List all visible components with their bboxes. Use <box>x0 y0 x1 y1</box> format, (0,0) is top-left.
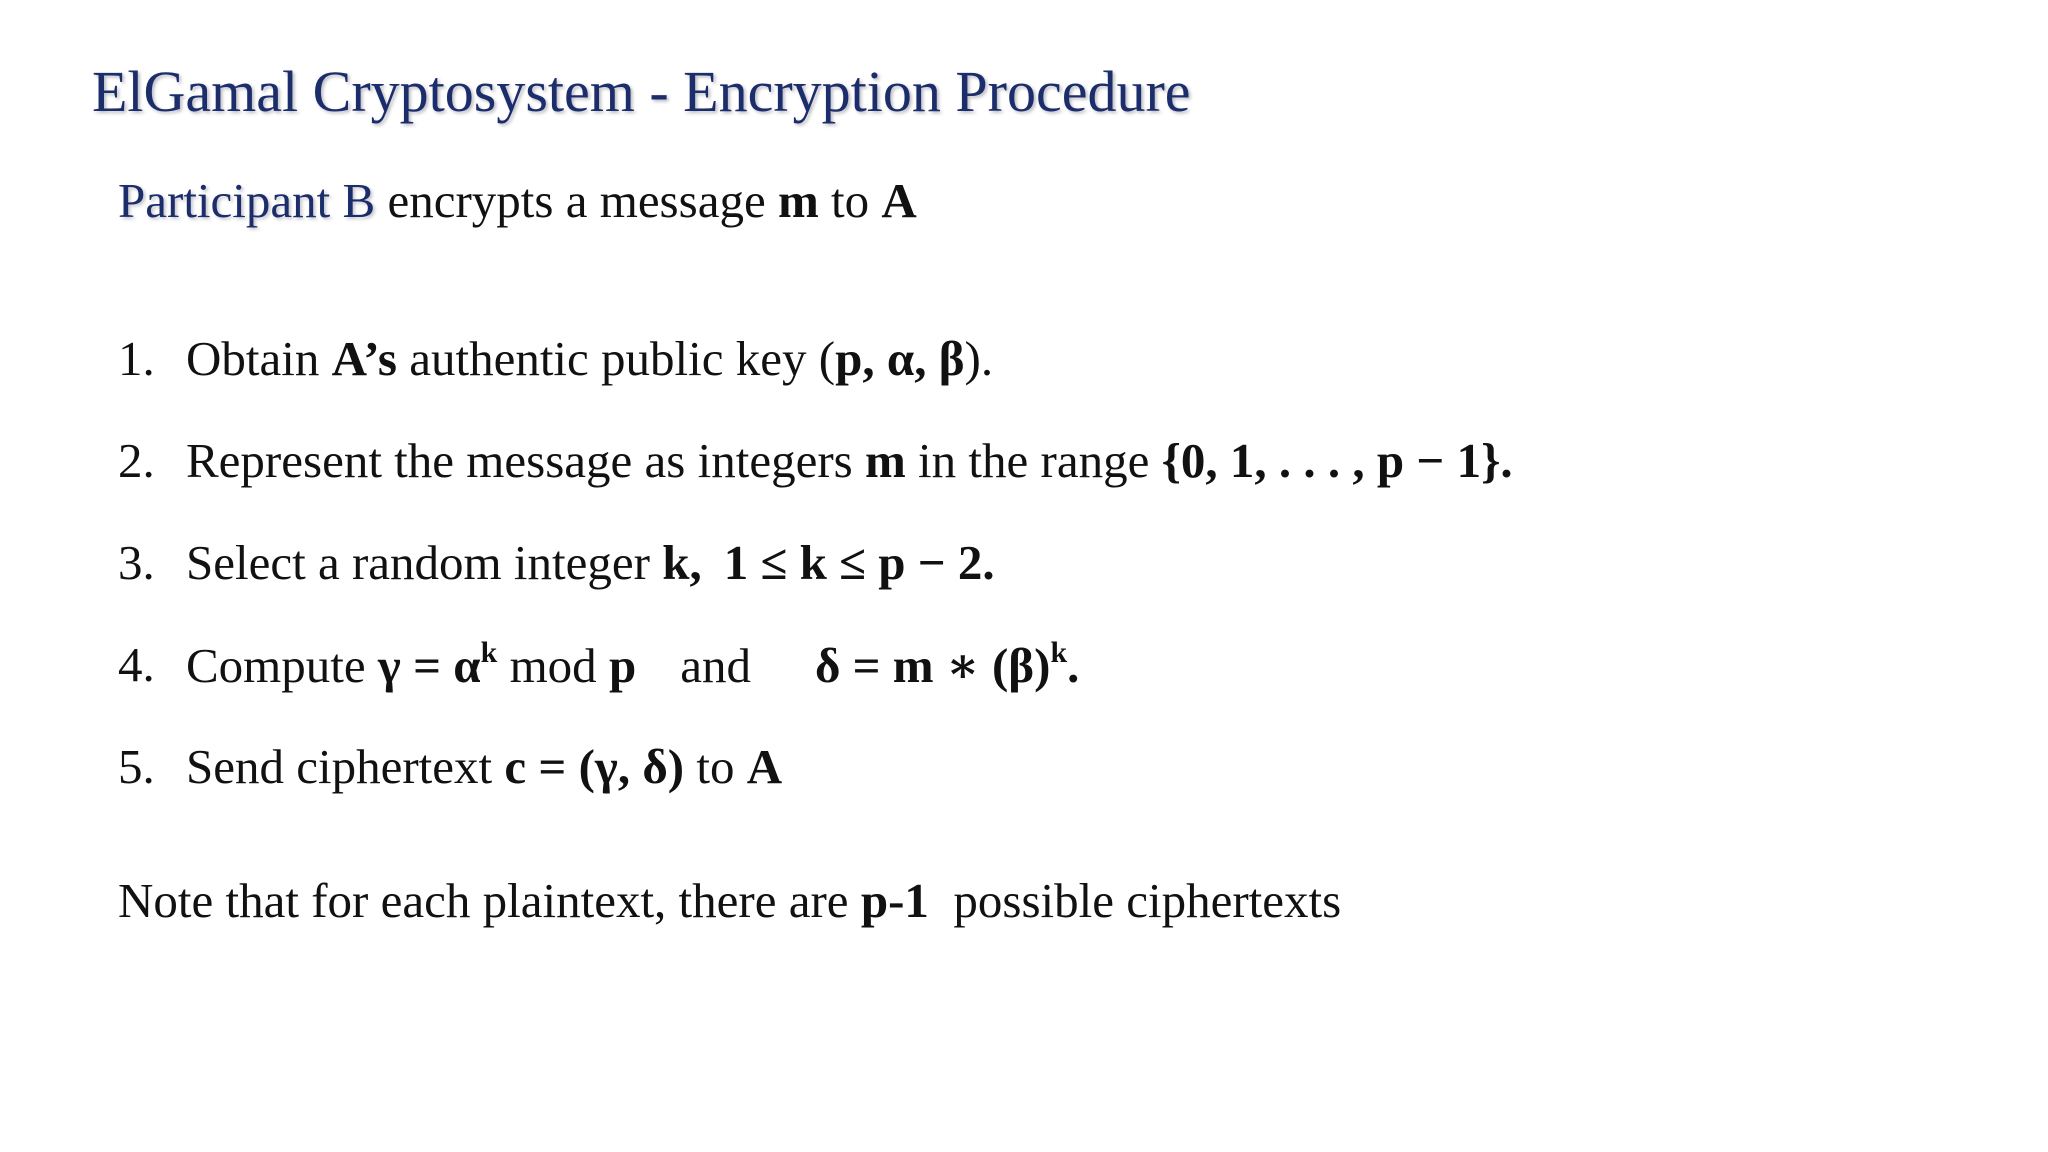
step-3-text-a: Select a random integer <box>186 535 663 590</box>
note-text-a: Note that for each plaintext, there are <box>118 873 861 928</box>
step-2-text-b: in the range <box>905 433 1162 488</box>
step-4-and: and <box>680 638 751 693</box>
step-2-text-a: Represent the message as integers <box>186 433 865 488</box>
step-5-ciphertext-expr: c = (γ, δ) <box>504 739 685 794</box>
note-count: p-1 <box>860 873 929 928</box>
slide-subtitle <box>118 172 917 229</box>
step-1-key-params: p, α, β <box>835 331 965 386</box>
step-4-mod-text: mod <box>497 638 609 693</box>
step-text <box>186 636 1079 694</box>
step-5-recipient: A <box>746 739 783 794</box>
step-2-range: {0, 1, . . . , p − 1}. <box>1161 433 1513 488</box>
subtitle-message-var: m <box>777 173 819 228</box>
participant-label: Participant B <box>118 173 376 228</box>
step-text <box>186 330 993 387</box>
step-number: 4. <box>118 637 155 692</box>
step-text <box>186 738 782 795</box>
step-number: 3. <box>118 535 155 590</box>
step-1-text-b: authentic public key ( <box>396 331 836 386</box>
subtitle-recipient: A <box>881 173 917 228</box>
subtitle-text-1: encrypts a message <box>375 173 778 228</box>
note-text <box>118 872 1341 929</box>
step-3-bold-k: k, <box>662 535 702 590</box>
step-2-bold-m: m <box>864 433 906 488</box>
step-4-exponent-1: k <box>480 636 498 669</box>
step-number: 5. <box>118 739 155 794</box>
note-text-b: possible ciphertexts <box>928 873 1342 928</box>
step-5-text-a: Send ciphertext <box>186 739 505 794</box>
step-number: 1. <box>118 331 155 386</box>
step-1-bold-a: A’s <box>331 331 397 386</box>
step-4-gamma-expr: γ = α <box>377 638 481 693</box>
step-1-text-c: ). <box>964 331 994 386</box>
step-1-text-a: Obtain <box>186 331 332 386</box>
step-3-inequality: 1 ≤ k ≤ p − 2. <box>723 535 995 590</box>
step-text <box>186 432 1513 489</box>
subtitle-text-2: to <box>818 173 882 228</box>
step-5-text-b: to <box>684 739 747 794</box>
step-number: 2. <box>118 433 155 488</box>
step-4-bold-p: p <box>608 638 637 693</box>
slide-title: ElGamal Cryptosystem - Encryption Procedure <box>92 59 1191 124</box>
step-4-delta-expr: δ = m ∗ (β) <box>814 638 1051 693</box>
step-4-period: . <box>1067 638 1080 693</box>
step-4-exponent-2: k <box>1050 636 1068 669</box>
step-text <box>186 534 995 591</box>
step-4-text-a: Compute <box>186 638 378 693</box>
